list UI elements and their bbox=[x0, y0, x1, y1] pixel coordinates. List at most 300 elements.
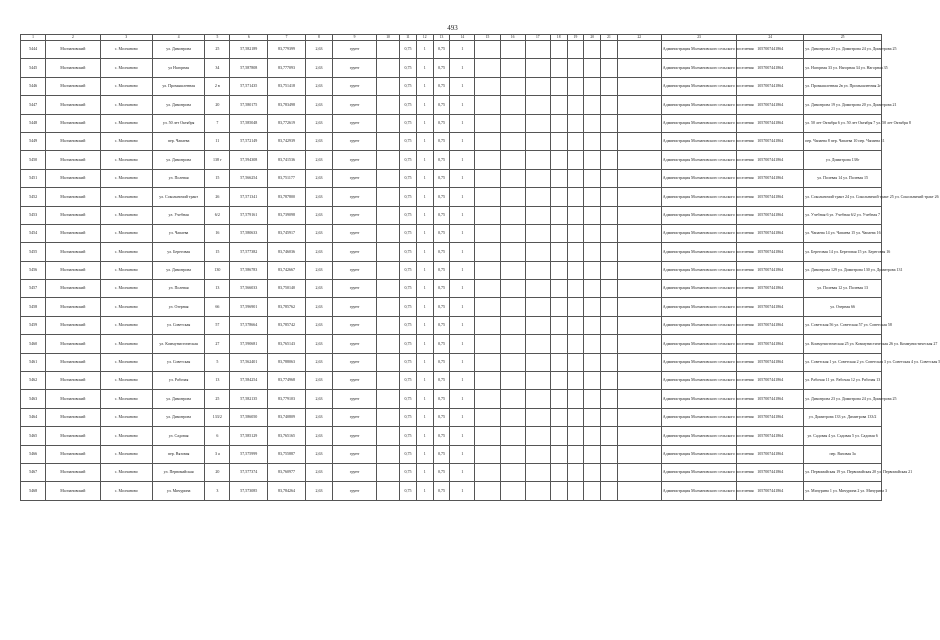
col13-cell: 0,75 bbox=[433, 261, 450, 279]
col21-cell bbox=[601, 114, 618, 132]
col11-cell: 0,75 bbox=[400, 114, 417, 132]
table-row bbox=[21, 372, 882, 390]
district-cell: Молчановский bbox=[46, 463, 100, 481]
district-cell: Молчановский bbox=[46, 188, 100, 206]
width-cell: 2,63 bbox=[305, 243, 332, 261]
owner-cell: Администрация Молчановского сельского поселения bbox=[661, 316, 736, 334]
col15-cell bbox=[475, 169, 500, 187]
col16-cell bbox=[500, 408, 525, 426]
house-cell: 2 в bbox=[205, 77, 230, 95]
longitude-cell: 83,787800 bbox=[268, 188, 306, 206]
width-cell: 2,63 bbox=[305, 114, 332, 132]
street-cell: ул. Димитрова bbox=[152, 261, 204, 279]
col17-cell bbox=[525, 280, 550, 298]
col12-cell: 1 bbox=[416, 261, 433, 279]
column-header-3: 3 bbox=[100, 35, 152, 41]
col22-cell bbox=[617, 151, 661, 169]
latitude-cell: 57,586050 bbox=[230, 408, 268, 426]
col13-cell: 0,75 bbox=[433, 169, 450, 187]
table-row bbox=[21, 408, 882, 426]
addresses-cell: ул. Мичурина 1 ул. Мичурина 2 ул. Мичурина 3 bbox=[804, 482, 882, 500]
latitude-cell: 57,587808 bbox=[230, 59, 268, 77]
district-cell: Молчановский bbox=[46, 114, 100, 132]
district-cell: Молчановский bbox=[46, 316, 100, 334]
addresses-cell: ул. Рабочая 11 ул. Рабочая 12 ул. Рабочая 13 bbox=[804, 372, 882, 390]
settlement-cell: с. Молчаново bbox=[100, 151, 152, 169]
table-row bbox=[21, 316, 882, 334]
col10-cell bbox=[377, 427, 400, 445]
settlement-cell: с. Молчаново bbox=[100, 298, 152, 316]
addresses-cell: ул. Сокольничий тракт 24 ул. Сокольничий тракт 25 ул. Сокольничий тракт 26 bbox=[804, 188, 882, 206]
addresses-cell: ул. Димитрова 19 ул. Димитрова 20 ул. Димитрова 21 bbox=[804, 96, 882, 114]
col22-cell bbox=[617, 224, 661, 242]
width-cell: 2,63 bbox=[305, 280, 332, 298]
settlement-cell: с. Молчаново bbox=[100, 482, 152, 500]
col13-cell: 0,75 bbox=[433, 114, 450, 132]
column-header-11: 11 bbox=[400, 35, 417, 41]
col12-cell: 1 bbox=[416, 298, 433, 316]
col20-cell bbox=[584, 243, 601, 261]
col22-cell bbox=[617, 353, 661, 371]
col15-cell bbox=[475, 243, 500, 261]
col11-cell: 0,75 bbox=[400, 353, 417, 371]
settlement-cell: с. Молчаново bbox=[100, 41, 152, 59]
street-cell: пер. Вязовая bbox=[152, 445, 204, 463]
col22-cell bbox=[617, 132, 661, 150]
street-cell: ул. Учебная bbox=[152, 206, 204, 224]
row-id: 5449 bbox=[21, 132, 46, 150]
col19-cell bbox=[567, 188, 584, 206]
latitude-cell: 57,580633 bbox=[230, 224, 268, 242]
col13-cell: 0,75 bbox=[433, 59, 450, 77]
col17-cell bbox=[525, 482, 550, 500]
house-cell: 26 bbox=[205, 188, 230, 206]
col18-cell bbox=[550, 372, 567, 390]
column-header-1: 1 bbox=[21, 35, 46, 41]
district-cell: Молчановский bbox=[46, 96, 100, 114]
owner-cell: Администрация Молчановского сельского поселения bbox=[661, 390, 736, 408]
addresses-cell: ул. Чапаева 14 ул. Чапаева 15 ул. Чапаева 16 bbox=[804, 224, 882, 242]
col20-cell bbox=[584, 445, 601, 463]
latitude-cell: 57,594308 bbox=[230, 151, 268, 169]
col17-cell bbox=[525, 151, 550, 169]
col10-cell bbox=[377, 243, 400, 261]
surface-cell: грунт bbox=[333, 353, 377, 371]
surface-cell: грунт bbox=[333, 261, 377, 279]
surface-cell: грунт bbox=[333, 77, 377, 95]
longitude-cell: 83,739098 bbox=[268, 206, 306, 224]
surface-cell: грунт bbox=[333, 335, 377, 353]
col19-cell bbox=[567, 96, 584, 114]
row-id: 5466 bbox=[21, 445, 46, 463]
col11-cell: 0,75 bbox=[400, 206, 417, 224]
col18-cell bbox=[550, 188, 567, 206]
addresses-cell: ул. Димитрова 23 ул. Димитрова 24 ул. Димитрова 25 bbox=[804, 390, 882, 408]
street-cell: ул. Димитрова bbox=[152, 96, 204, 114]
col16-cell bbox=[500, 280, 525, 298]
longitude-cell: 83,746036 bbox=[268, 243, 306, 261]
col13-cell: 0,75 bbox=[433, 298, 450, 316]
addresses-cell: ул. Советская 56 ул. Советская 57 ул. Советская 58 bbox=[804, 316, 882, 334]
col14-cell: 1 bbox=[450, 96, 475, 114]
table-row bbox=[21, 77, 882, 95]
longitude-cell: 83,785762 bbox=[268, 298, 306, 316]
column-header-13: 13 bbox=[433, 35, 450, 41]
col15-cell bbox=[475, 59, 500, 77]
col20-cell bbox=[584, 261, 601, 279]
col19-cell bbox=[567, 114, 584, 132]
street-cell: ул. Первомайская bbox=[152, 463, 204, 481]
settlement-cell: с. Молчаново bbox=[100, 77, 152, 95]
col18-cell bbox=[550, 463, 567, 481]
row-id: 5450 bbox=[21, 151, 46, 169]
col13-cell: 0,75 bbox=[433, 151, 450, 169]
row-id: 5460 bbox=[21, 335, 46, 353]
col20-cell bbox=[584, 390, 601, 408]
col16-cell bbox=[500, 243, 525, 261]
col17-cell bbox=[525, 114, 550, 132]
ogrn-cell: 1057007441864 bbox=[737, 224, 804, 242]
col10-cell bbox=[377, 445, 400, 463]
ogrn-cell: 1057007441864 bbox=[737, 114, 804, 132]
col19-cell bbox=[567, 463, 584, 481]
col15-cell bbox=[475, 41, 500, 59]
col22-cell bbox=[617, 390, 661, 408]
row-id: 5455 bbox=[21, 243, 46, 261]
house-cell: 138 г bbox=[205, 151, 230, 169]
col22-cell bbox=[617, 463, 661, 481]
col16-cell bbox=[500, 188, 525, 206]
col19-cell bbox=[567, 372, 584, 390]
col22-cell bbox=[617, 243, 661, 261]
col11-cell: 0,75 bbox=[400, 463, 417, 481]
col17-cell bbox=[525, 169, 550, 187]
col12-cell: 1 bbox=[416, 445, 433, 463]
addresses-cell: ул. 50 лет Октября 6 ул. 50 лет Октября 7 ул. 50 лет Октября 8 bbox=[804, 114, 882, 132]
street-cell: ул. Озерная bbox=[152, 298, 204, 316]
col22-cell bbox=[617, 41, 661, 59]
district-cell: Молчановский bbox=[46, 372, 100, 390]
col15-cell bbox=[475, 427, 500, 445]
col14-cell: 1 bbox=[450, 206, 475, 224]
col15-cell bbox=[475, 77, 500, 95]
table-row bbox=[21, 132, 882, 150]
col14-cell: 1 bbox=[450, 390, 475, 408]
col11-cell: 0,75 bbox=[400, 169, 417, 187]
street-cell: ул. Рабочая bbox=[152, 372, 204, 390]
district-cell: Молчановский bbox=[46, 243, 100, 261]
col11-cell: 0,75 bbox=[400, 280, 417, 298]
district-cell: Молчановский bbox=[46, 169, 100, 187]
col22-cell bbox=[617, 427, 661, 445]
settlement-cell: с. Молчаново bbox=[100, 243, 152, 261]
ogrn-cell: 1057007441864 bbox=[737, 188, 804, 206]
addresses-cell: ул. Димитрова 133 ул. Димитрова 133/2 bbox=[804, 408, 882, 426]
row-id: 5462 bbox=[21, 372, 46, 390]
house-cell: 25 bbox=[205, 41, 230, 59]
table-row bbox=[21, 261, 882, 279]
col14-cell: 1 bbox=[450, 243, 475, 261]
owner-cell: Администрация Молчановского сельского поселения bbox=[661, 463, 736, 481]
col20-cell bbox=[584, 408, 601, 426]
district-cell: Молчановский bbox=[46, 427, 100, 445]
col11-cell: 0,75 bbox=[400, 316, 417, 334]
row-id: 5446 bbox=[21, 77, 46, 95]
table-row bbox=[21, 390, 882, 408]
width-cell: 2,63 bbox=[305, 463, 332, 481]
width-cell: 2,63 bbox=[305, 188, 332, 206]
house-cell: 5 bbox=[205, 353, 230, 371]
col11-cell: 0,75 bbox=[400, 427, 417, 445]
column-header-15: 15 bbox=[475, 35, 500, 41]
col21-cell bbox=[601, 132, 618, 150]
col10-cell bbox=[377, 114, 400, 132]
surface-cell: грунт bbox=[333, 316, 377, 334]
col16-cell bbox=[500, 77, 525, 95]
col20-cell bbox=[584, 132, 601, 150]
col22-cell bbox=[617, 206, 661, 224]
col20-cell bbox=[584, 463, 601, 481]
row-id: 5451 bbox=[21, 169, 46, 187]
col12-cell: 1 bbox=[416, 77, 433, 95]
district-cell: Молчановский bbox=[46, 298, 100, 316]
house-cell: 15 bbox=[205, 169, 230, 187]
col17-cell bbox=[525, 316, 550, 334]
street-cell: ул. Полевая bbox=[152, 169, 204, 187]
col22-cell bbox=[617, 372, 661, 390]
surface-cell: грунт bbox=[333, 390, 377, 408]
col11-cell: 0,75 bbox=[400, 408, 417, 426]
street-cell: ул. Сокольничий тракт bbox=[152, 188, 204, 206]
district-cell: Молчановский bbox=[46, 482, 100, 500]
ogrn-cell: 1057007441864 bbox=[737, 151, 804, 169]
col21-cell bbox=[601, 298, 618, 316]
col22-cell bbox=[617, 59, 661, 77]
col18-cell bbox=[550, 169, 567, 187]
addresses-cell: ул. Береговая 14 ул. Береговая 15 ул. Береговая 16 bbox=[804, 243, 882, 261]
col19-cell bbox=[567, 169, 584, 187]
width-cell: 2,63 bbox=[305, 96, 332, 114]
col21-cell bbox=[601, 482, 618, 500]
table-row bbox=[21, 224, 882, 242]
col17-cell bbox=[525, 132, 550, 150]
col12-cell: 1 bbox=[416, 151, 433, 169]
table-row bbox=[21, 353, 882, 371]
col18-cell bbox=[550, 114, 567, 132]
col13-cell: 0,75 bbox=[433, 96, 450, 114]
col18-cell bbox=[550, 243, 567, 261]
owner-cell: Администрация Молчановского сельского поселения bbox=[661, 298, 736, 316]
width-cell: 2,63 bbox=[305, 41, 332, 59]
col17-cell bbox=[525, 77, 550, 95]
surface-cell: грунт bbox=[333, 151, 377, 169]
surface-cell: грунт bbox=[333, 372, 377, 390]
col14-cell: 1 bbox=[450, 77, 475, 95]
table-row bbox=[21, 114, 882, 132]
col20-cell bbox=[584, 224, 601, 242]
col21-cell bbox=[601, 445, 618, 463]
owner-cell: Администрация Молчановского сельского поселения bbox=[661, 353, 736, 371]
col21-cell bbox=[601, 96, 618, 114]
col12-cell: 1 bbox=[416, 427, 433, 445]
ogrn-cell: 1057007441864 bbox=[737, 408, 804, 426]
district-cell: Молчановский bbox=[46, 261, 100, 279]
col20-cell bbox=[584, 41, 601, 59]
col17-cell bbox=[525, 96, 550, 114]
house-cell: 25 bbox=[205, 390, 230, 408]
col21-cell bbox=[601, 372, 618, 390]
longitude-cell: 83,784264 bbox=[268, 482, 306, 500]
col10-cell bbox=[377, 224, 400, 242]
house-cell: 7 bbox=[205, 114, 230, 132]
addresses-cell: ул. Первомайская 19 ул. Первомайская 20 ул. Первомайская 21 bbox=[804, 463, 882, 481]
col12-cell: 1 bbox=[416, 335, 433, 353]
col19-cell bbox=[567, 77, 584, 95]
col12-cell: 1 bbox=[416, 206, 433, 224]
district-cell: Молчановский bbox=[46, 390, 100, 408]
col12-cell: 1 bbox=[416, 243, 433, 261]
col10-cell bbox=[377, 390, 400, 408]
col21-cell bbox=[601, 41, 618, 59]
col18-cell bbox=[550, 390, 567, 408]
width-cell: 2,63 bbox=[305, 298, 332, 316]
col16-cell bbox=[500, 335, 525, 353]
col13-cell: 0,75 bbox=[433, 445, 450, 463]
row-id: 5463 bbox=[21, 390, 46, 408]
width-cell: 2,63 bbox=[305, 261, 332, 279]
col16-cell bbox=[500, 206, 525, 224]
col20-cell bbox=[584, 77, 601, 95]
row-id: 5459 bbox=[21, 316, 46, 334]
column-header-18: 18 bbox=[550, 35, 567, 41]
col18-cell bbox=[550, 445, 567, 463]
col16-cell bbox=[500, 132, 525, 150]
house-cell: 6 bbox=[205, 427, 230, 445]
ogrn-cell: 1057007441864 bbox=[737, 353, 804, 371]
col21-cell bbox=[601, 353, 618, 371]
latitude-cell: 57,585129 bbox=[230, 427, 268, 445]
col13-cell: 0,75 bbox=[433, 132, 450, 150]
col21-cell bbox=[601, 188, 618, 206]
col13-cell: 0,75 bbox=[433, 316, 450, 334]
owner-cell: Администрация Молчановского сельского поселения bbox=[661, 188, 736, 206]
col13-cell: 0,75 bbox=[433, 390, 450, 408]
ogrn-cell: 1057007441864 bbox=[737, 316, 804, 334]
column-header-8: 8 bbox=[305, 35, 332, 41]
owner-cell: Администрация Молчановского сельского поселения bbox=[661, 482, 736, 500]
row-id: 5465 bbox=[21, 427, 46, 445]
addresses-cell: ул. Нагорная 33 ул. Нагорная 34 ул. Нагорная 35 bbox=[804, 59, 882, 77]
col18-cell bbox=[550, 206, 567, 224]
col13-cell: 0,75 bbox=[433, 243, 450, 261]
street-cell: ул. Мичурина bbox=[152, 482, 204, 500]
col13-cell: 0,75 bbox=[433, 41, 450, 59]
column-header-4: 4 bbox=[152, 35, 204, 41]
house-cell: 13 bbox=[205, 280, 230, 298]
row-id: 5464 bbox=[21, 408, 46, 426]
row-id: 5448 bbox=[21, 114, 46, 132]
col22-cell bbox=[617, 169, 661, 187]
col16-cell bbox=[500, 96, 525, 114]
col22-cell bbox=[617, 316, 661, 334]
latitude-cell: 57,596901 bbox=[230, 298, 268, 316]
house-cell: 11 bbox=[205, 132, 230, 150]
col21-cell bbox=[601, 206, 618, 224]
street-cell: ул. Береговая bbox=[152, 243, 204, 261]
col10-cell bbox=[377, 298, 400, 316]
col15-cell bbox=[475, 206, 500, 224]
settlement-cell: с. Молчаново bbox=[100, 353, 152, 371]
col20-cell bbox=[584, 335, 601, 353]
settlement-cell: с. Молчаново bbox=[100, 316, 152, 334]
col21-cell bbox=[601, 243, 618, 261]
col13-cell: 0,75 bbox=[433, 224, 450, 242]
col14-cell: 1 bbox=[450, 353, 475, 371]
settlement-cell: с. Молчаново bbox=[100, 96, 152, 114]
addresses-cell: пер. Вязовая 3а bbox=[804, 445, 882, 463]
col10-cell bbox=[377, 77, 400, 95]
col12-cell: 1 bbox=[416, 114, 433, 132]
col11-cell: 0,75 bbox=[400, 335, 417, 353]
ogrn-cell: 1057007441864 bbox=[737, 298, 804, 316]
col14-cell: 1 bbox=[450, 280, 475, 298]
ogrn-cell: 1057007441864 bbox=[737, 96, 804, 114]
district-cell: Молчановский bbox=[46, 206, 100, 224]
owner-cell: Администрация Молчановского сельского поселения bbox=[661, 445, 736, 463]
latitude-cell: 57,566254 bbox=[230, 169, 268, 187]
col17-cell bbox=[525, 243, 550, 261]
col18-cell bbox=[550, 316, 567, 334]
latitude-cell: 57,578664 bbox=[230, 316, 268, 334]
col19-cell bbox=[567, 243, 584, 261]
longitude-cell: 83,742939 bbox=[268, 132, 306, 150]
district-cell: Молчановский bbox=[46, 59, 100, 77]
col18-cell bbox=[550, 96, 567, 114]
width-cell: 2,63 bbox=[305, 59, 332, 77]
table-row bbox=[21, 243, 882, 261]
column-header-2: 2 bbox=[46, 35, 100, 41]
col16-cell bbox=[500, 169, 525, 187]
col17-cell bbox=[525, 59, 550, 77]
longitude-cell: 83,779399 bbox=[268, 41, 306, 59]
col14-cell: 1 bbox=[450, 482, 475, 500]
col19-cell bbox=[567, 59, 584, 77]
col11-cell: 0,75 bbox=[400, 132, 417, 150]
street-cell: ул. Садовая bbox=[152, 427, 204, 445]
house-cell: 34 bbox=[205, 59, 230, 77]
col10-cell bbox=[377, 206, 400, 224]
column-header-21: 21 bbox=[601, 35, 618, 41]
col13-cell: 0,75 bbox=[433, 353, 450, 371]
col22-cell bbox=[617, 445, 661, 463]
col12-cell: 1 bbox=[416, 408, 433, 426]
col19-cell bbox=[567, 261, 584, 279]
col19-cell bbox=[567, 206, 584, 224]
surface-cell: грунт bbox=[333, 427, 377, 445]
col16-cell bbox=[500, 316, 525, 334]
col20-cell bbox=[584, 372, 601, 390]
street-cell: ул. Советская bbox=[152, 353, 204, 371]
longitude-cell: 83,765165 bbox=[268, 427, 306, 445]
col21-cell bbox=[601, 151, 618, 169]
row-id: 5458 bbox=[21, 298, 46, 316]
column-header-14: 14 bbox=[450, 35, 475, 41]
addresses-cell: ул. Димитрова 23 ул. Димитрова 24 ул. Димитрова 25 bbox=[804, 41, 882, 59]
addresses-cell: ул. Димитрова 138г bbox=[804, 151, 882, 169]
col22-cell bbox=[617, 482, 661, 500]
col16-cell bbox=[500, 427, 525, 445]
width-cell: 2,63 bbox=[305, 335, 332, 353]
